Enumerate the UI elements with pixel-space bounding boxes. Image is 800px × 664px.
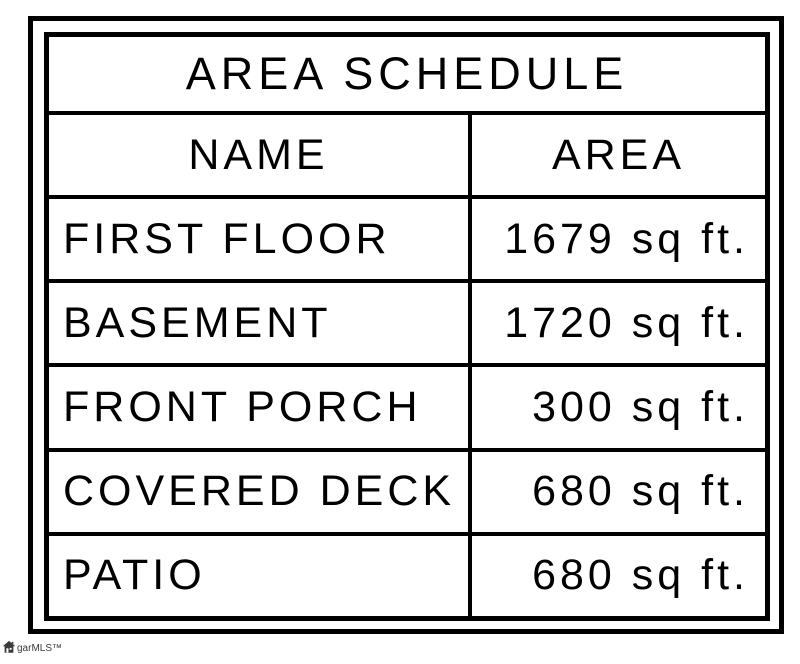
column-header-name: NAME: [49, 115, 472, 195]
table-row: [49, 199, 765, 283]
row-name-cell: COVERED DECK: [49, 452, 472, 532]
row-name-cell: BASEMENT: [49, 283, 472, 363]
row-area-cell: 1679 sq ft.: [504, 214, 749, 263]
area-schedule-table: [44, 32, 770, 621]
row-area-cell: 680 sq ft.: [532, 467, 749, 516]
row-name-cell: PATIO: [49, 536, 472, 616]
row-name-cell: FRONT PORCH: [49, 367, 472, 447]
row-area-cell: 1720 sq ft.: [504, 298, 749, 347]
table-row: [49, 452, 765, 536]
house-icon: [2, 640, 16, 654]
watermark-text: garMLS™: [17, 643, 63, 654]
table-header-row: [49, 115, 765, 199]
row-area-cell: 680 sq ft.: [532, 551, 749, 600]
table-title-row: [49, 37, 765, 115]
row-area-cell: 300 sq ft.: [532, 383, 749, 431]
column-header-area: AREA: [551, 130, 686, 179]
row-name-cell: FIRST FLOOR: [49, 199, 472, 279]
table-title: AREA SCHEDULE: [185, 48, 629, 99]
table-row: [49, 536, 765, 616]
table-row: [49, 283, 765, 367]
outer-frame: [28, 16, 784, 634]
watermark: [2, 640, 62, 654]
table-row: [49, 367, 765, 451]
